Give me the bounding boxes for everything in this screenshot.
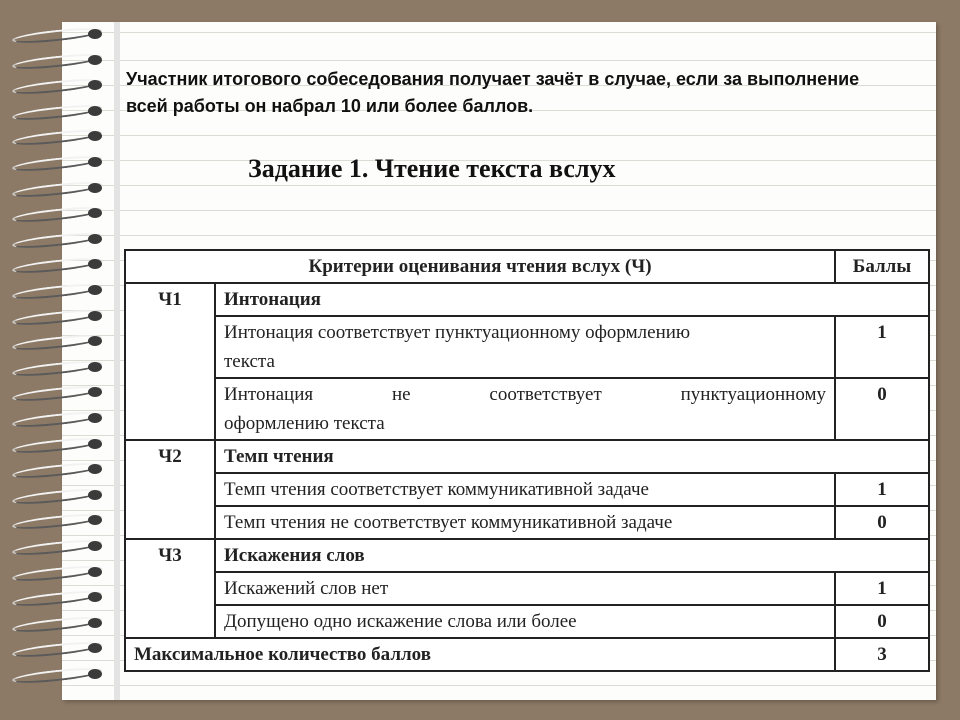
spiral-coil (8, 203, 108, 223)
spiral-hole (88, 515, 102, 525)
header-points: Баллы (835, 250, 929, 283)
criterion-points: 1 (835, 316, 929, 378)
spiral-coil (8, 331, 108, 351)
table-row (125, 378, 929, 440)
total-points: 3 (835, 638, 929, 671)
spiral-hole (88, 311, 102, 321)
criterion-title: Интонация (215, 283, 929, 316)
spiral-coil (8, 280, 108, 300)
spiral-coil (8, 101, 108, 121)
task-title: Задание 1. Чтение текста вслух (248, 154, 616, 183)
spiral-coil (8, 75, 108, 95)
criterion-title: Темп чтения (215, 440, 929, 473)
criterion-points: 0 (835, 378, 929, 440)
criteria-table (124, 249, 930, 672)
criterion-description: Допущено одно искажение слова или более (215, 605, 835, 638)
criterion-description (215, 378, 835, 440)
spiral-hole (88, 387, 102, 397)
criterion-points: 0 (835, 605, 929, 638)
table-row (125, 605, 929, 638)
table-header-row (125, 250, 929, 283)
criterion-points: 1 (835, 572, 929, 605)
spiral-coil (8, 434, 108, 454)
criterion-description: Искажений слов нет (215, 572, 835, 605)
criterion-code: Ч3 (125, 539, 215, 638)
criterion-description: Темп чтения соответствует коммуникативной задаче (215, 473, 835, 506)
spiral-hole (88, 183, 102, 193)
spiral-hole (88, 464, 102, 474)
table-row (125, 539, 929, 572)
spiral-binding (8, 24, 108, 696)
spiral-hole (88, 259, 102, 269)
table-row (125, 283, 929, 316)
table-total-row (125, 638, 929, 671)
description-line: Интонация соответствует пунктуационному оформлению (224, 322, 691, 343)
spiral-coil (8, 587, 108, 607)
spiral-hole (88, 285, 102, 295)
criterion-code: Ч1 (125, 283, 215, 440)
header-criteria: Критерии оценивания чтения вслух (Ч) (125, 250, 835, 283)
description-line: текста (224, 351, 275, 372)
spiral-coil (8, 408, 108, 428)
spiral-hole (88, 618, 102, 628)
criterion-points: 0 (835, 506, 929, 539)
description-line: Интонация не соответствует пунктуационному (224, 384, 826, 405)
spiral-coil (8, 562, 108, 582)
spiral-coil (8, 152, 108, 172)
spiral-hole (88, 362, 102, 372)
spiral-hole (88, 106, 102, 116)
criterion-description (215, 316, 835, 378)
table-row (125, 572, 929, 605)
spiral-coil (8, 664, 108, 684)
spiral-coil (8, 229, 108, 249)
spiral-hole (88, 413, 102, 423)
page-margin-line (114, 22, 120, 700)
spiral-coil (8, 485, 108, 505)
table-row (125, 440, 929, 473)
spiral-coil (8, 254, 108, 274)
spiral-coil (8, 536, 108, 556)
spiral-hole (88, 669, 102, 679)
spiral-hole (88, 157, 102, 167)
spiral-hole (88, 29, 102, 39)
spiral-coil (8, 126, 108, 146)
spiral-hole (88, 131, 102, 141)
criterion-points: 1 (835, 473, 929, 506)
spiral-coil (8, 357, 108, 377)
criterion-title: Искажения слов (215, 539, 929, 572)
spiral-hole (88, 234, 102, 244)
spiral-hole (88, 336, 102, 346)
spiral-hole (88, 208, 102, 218)
spiral-coil (8, 178, 108, 198)
intro-text: Участник итогового собеседования получает зачёт в случае, если за выполнение всей работы он набрал 10 или более баллов. (126, 69, 860, 116)
table-row (125, 473, 929, 506)
table-row (125, 506, 929, 539)
spiral-hole (88, 80, 102, 90)
criterion-description: Темп чтения не соответствует коммуникативной задаче (215, 506, 835, 539)
spiral-coil (8, 24, 108, 44)
spiral-hole (88, 592, 102, 602)
spiral-hole (88, 541, 102, 551)
spiral-coil (8, 382, 108, 402)
spiral-hole (88, 439, 102, 449)
spiral-hole (88, 55, 102, 65)
description-line: оформлению текста (224, 413, 385, 434)
spiral-coil (8, 510, 108, 530)
spiral-coil (8, 459, 108, 479)
total-label: Максимальное количество баллов (125, 638, 835, 671)
spiral-hole (88, 490, 102, 500)
spiral-coil (8, 613, 108, 633)
spiral-coil (8, 50, 108, 70)
table-row (125, 316, 929, 378)
spiral-coil (8, 638, 108, 658)
spiral-hole (88, 643, 102, 653)
criterion-code: Ч2 (125, 440, 215, 539)
spiral-coil (8, 306, 108, 326)
spiral-hole (88, 567, 102, 577)
